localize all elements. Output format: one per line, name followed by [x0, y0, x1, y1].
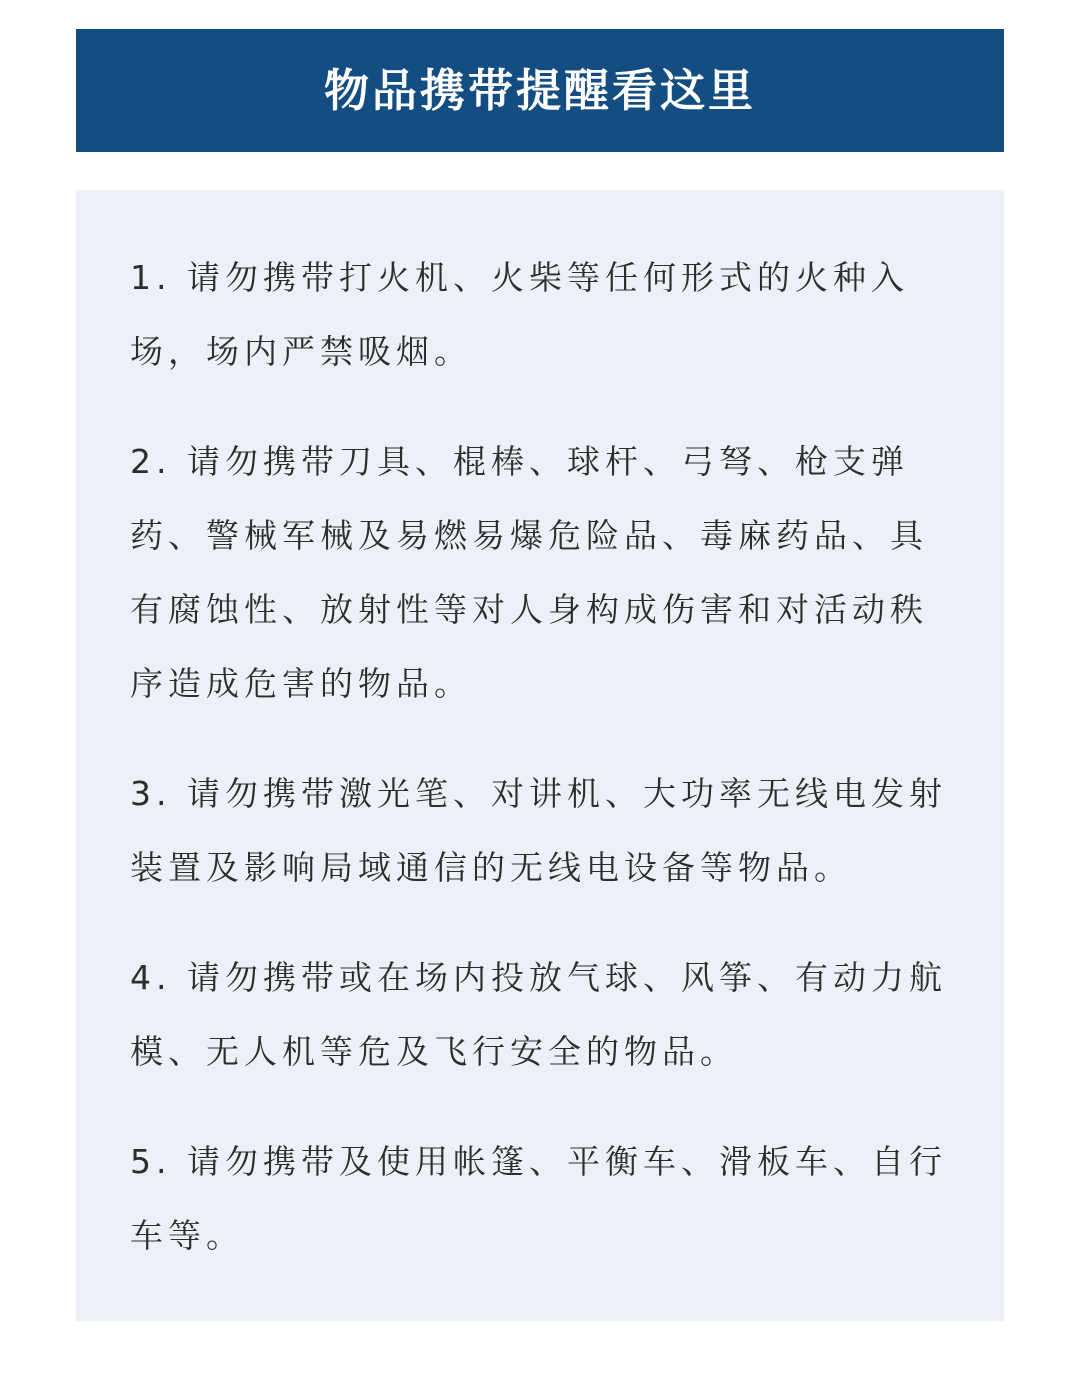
rule-item-5: 5. 请勿携带及使用帐篷、平衡车、滑板车、自行车等。: [130, 1142, 947, 1255]
rule-item-4: 4. 请勿携带或在场内投放气球、风筝、有动力航模、无人机等危及飞行安全的物品。: [130, 958, 947, 1071]
page-title: 物品携带提醒看这里: [323, 64, 756, 117]
rules-panel: [76, 190, 1004, 1321]
rule-item-3: 3. 请勿携带激光笔、对讲机、大功率无线电发射装置及影响局域通信的无线电设备等物品。: [130, 774, 947, 887]
rule-item-1: 1. 请勿携带打火机、火柴等任何形式的火种入场，场内严禁吸烟。: [130, 258, 909, 371]
rule-item-2: 2. 请勿携带刀具、棍棒、球杆、弓弩、枪支弹药、警械军械及易燃易爆危险品、毒麻药品、具有腐蚀性、放射性等对人身构成伤害和对活动秩序造成危害的物品。: [130, 442, 928, 703]
header-banner: [76, 29, 1004, 152]
rules-list: [130, 241, 952, 1273]
